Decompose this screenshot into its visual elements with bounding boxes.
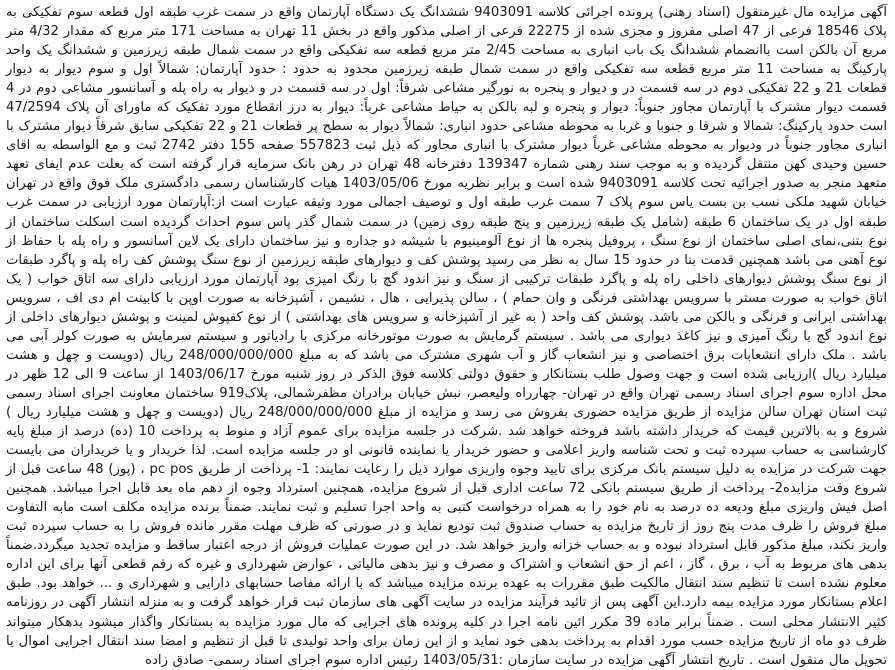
notice-body-text: آگهی مزایده مال غیرمنقول (اسناد رهنی) پرونده اجرائی کلاسه 9403091 ششدانگ یک دستگاه آپارتمان واقع در سمت غرب طبقه اول قطعه سوم تفکیکی به پلاک 18546 فرعی از 47 اصلی مفروز و مجزی شده از 22275 فرعی از اصلی مذکور واقع در بخش 11 تهران به مساحت 171 متر مربع که مقدار 4/32 متر مربع آن بالکن است باانضمام ششدانگ یک باب انباری به مساحت 2/45 متر مربع قطعه سه تفکیکی واقع در سمت شمال طبقه زیرزمین و ششدانگ یک واحد پارکینگ به مساحت 11 متر مربع قطعه سه تفکیکی واقع در سمت شمال طبقه زیرزمین محدود به حدود : حدود آپارتمان: شمالاً اول و سوم دیوار به دیوار قطعات 21 و 22 تفکیکی دوم در سه قسمت در و دیوار و پنجره به نورگیر مشاعی شرقاً: اول در سه قسمت در و دیوار به راه پله و آسانسور مشاعی دوم در 4 قسمت دیوار مشترک با آپارتمان مجاور جنوباً: دیوار و پنجره و لبه بالکن به حیاط مشاعی غرباً: دیوار به درز انقطاع مورد تفکیک که ماورای آن پلاک 47/2594 است حدود پارکینگ: شمالا و شرقا و جنوبا و غربا به محوطه مشاعی حدود انباری: شمالاً دیوار به سطح پر قطعات 21 و 22 تفکیکی سابق شرقاً دیوار مشترک با انباری مجاور جنوباً در ودیوار به محوطه مشاعی غرباً دیوار مشترک با انباری مجاور که ذیل ثبت 557823 صفحه 155 دفتر 2742 ثبت و مع الواسطه به اقای حسین وحیدی کهن منتقل گردیده و به موجب سند رهنی شماره 139347 دفترخانه 48 تهران در رهن بانک سرمایه قرار گرفته است که بعلت عدم ایفای تعهد متعهد منجر به صدور اجرائیه تحت کلاسه 9403091 شده است و برابر نظریه مورخ 1403/05/06 هیات کارشناسان رسمی دادگستری ملک فوق واقع در تهران خیابان شهید ملکی نسب بن بست یاس سوم پلاک 7 سمت غرب طبقه اول و توصیف اجمالی مورد وثیقه عبارت است از:آپارتمان مورد ارزیابی در سمت غرب طبقه اول در یک ساختمان 6 طبقه (شامل یک طبقه زیرزمین و پنج طبقه روی زمین) در سمت شمال گذر پاس سوم احداث گردیده است اسکلت ساختمان از نوع بتنی،نمای اصلی ساختمان از نوع سنگ ، پروفیل پنجره ها از نوع آلومینیوم با شیشه دو جداره و نیز ساختمان دارای یک لاین آسانسور و راه پله با حفاظ از نوع آهنی می باشد همچنین قدمت بنا در حدود 15 سال به نظر می رسید پوشش کف و دیوارهای طبقه زیرزمین از نوع سنگ پوشش کف راه پله و پاگرد طبقات از نوع سنگ پوشش دیوارهای داخلی راه پله و پاگرد طبقات ترکیبی از سنگ و نیز اندود گچ با رنگ امیزی بود آپارتمان مورد ارزیابی دارای سه اتاق خواب ( یک اتاق خواب به صورت مستر با سرویس بهداشتی فرنگی و وان حمام ) ، سالن پذیرایی ، هال ، نشیمن ، آشپزخانه به صورت اوپن با کابینت ام دی اف ، سرویس بهداشتی ایرانی و فرنگی و بالکن می باشد. پوشش کف واحد ( به غیر از آشپزخانه و سرویس های بهداشتی ) از نوع کفپوش لمینت و پوشش دیوارهای داخلی از نوع اندود گچ با رنگ آمیزی و نیز کاغذ دیواری می باشد . سیستم گرمایش به صورت موتورخانه مرکزی با رادیاتور و سیستم سرمایش به صورت کولر آبی می باشد . ملک دارای انشعابات برق اختصاصی و نیز انشعاب گاز و آب شهری مشترک می باشد که به مبلغ 248/000/000/000 ریال (دویست و چهل و هشت میلیارد ریال )ارزیابی شده است و جهت وصول طلب بستانکار و حقوق دولتی کلاسه فوق الذکر در روز شنبه مورخ 1403/06/17 از ساعت 9 الی 12 ظهر در محل اداره سوم اجرای اسناد رسمی تهران واقع در تهران- چهارراه ولیعصر، نبش خیابان برادران مظفرشمالی، پلاک919 ساختمان معاونت اجرای اسناد رسمی ثبت استان تهران سالن مزایده از طریق مزایده حضوری بفروش می رسد و مزایده از مبلغ 248/000/000/000 ریال (دویست و چهل و هشت میلیارد ریال ) شروع و به بالاترین قیمت که خریدار داشته باشد فروخته خواهد شد .شرکت در جلسه مزایده برای عموم آزاد و منوط به پرداخت 10 (ده) درصد از مبلغ پایه کارشناسی به حساب سپرده ثبت و تحت شناسه واریز اعلامی و حضور خریدار یا نماینده قانونی او در جلسه مزایده است. لذا خریدار و یا خریداران می بایست جهت شرکت در مزایده به دلیل سیستم بانک مرکزی برای تایید وجوه واریزی موارد ذیل را رعایت نمایند: 1- پرداخت از طریق pc pos ، (پوز) 48 ساعت قبل از شروع وقت مزایده2- پرداخت از طریق سیستم بانکی 72 ساعت اداری قبل از شروع مزایده، همچنین استرداد وجوه از دهم ماه بعد قابل اجرا میباشد. همچنین اصل فیش واریزی مبلغ ودیعه ده درصد به نام خود را به همراه درخواست کتبی به واحد اجرا تسلیم و ثبت نمایند. ضمناً برنده مزایده مکلف است مابه التفاوت مبلغ فروش را ظرف مدت پنج روز از تاریخ مزایده به حساب صندوق ثبت تودیع نماید و در صورتی که ظرف مهلت مقرر مانده فروش را به حساب سپرده ثبت واریز نکند، مبلغ مذکور قابل استرداد نبوده و به حساب خزانه واریز خواهد شد. در این صورت عملیات فروش از درجه اعتبار ساقط و مزایده تجدید میگردد.ضمناً بدهی های مربوط به آب ، برق ، گاز ، اعم از حق انشعاب و اشتراک و مصرف و نیز بدهی مالیاتی ، عوارض شهرداری و غیره که رقم قطعی آنها برای این اداره معلوم نشده است تا تنظیم سند انتقال مالکیت طبق مقررات به عهده برنده مزایده میباشد که با ارائه مفاصا حسابهای دارایی و شهرداری و ... خواهد بود. طبق اعلام بستانکار مورد مزایده بیمه دارد.این آگهی پس از تائید فرآیند مزایده در سایت آگهی های سازمان ثبت قرار خواهد گرفت و به منزله انتشار آگهی در روزنامه کثیر الانتشار محلی است . ضمناً برابر ماده 39 مکرر ائین نامه اجرا در کلیه پرونده های اجرایی که مال مورد مزایده به بستانکار واگذار میشود بدهکار میتواند ظرف دو ماه از تاریخ مزایده حسب مورد اقدام به پرداخت بدهی خود نماید و از این زمان برای واحد تولیدی تا قبل از تنظیم و امضا سند انتقال اجرایی اموال یا تحویل مال منقول است . تاریخ انتشار آگهی مزایده در سایت سازمان :1403/05/31 رئیس اداره سوم اجرای اسناد رسمی- صادق زاده [6,5,888,668]
